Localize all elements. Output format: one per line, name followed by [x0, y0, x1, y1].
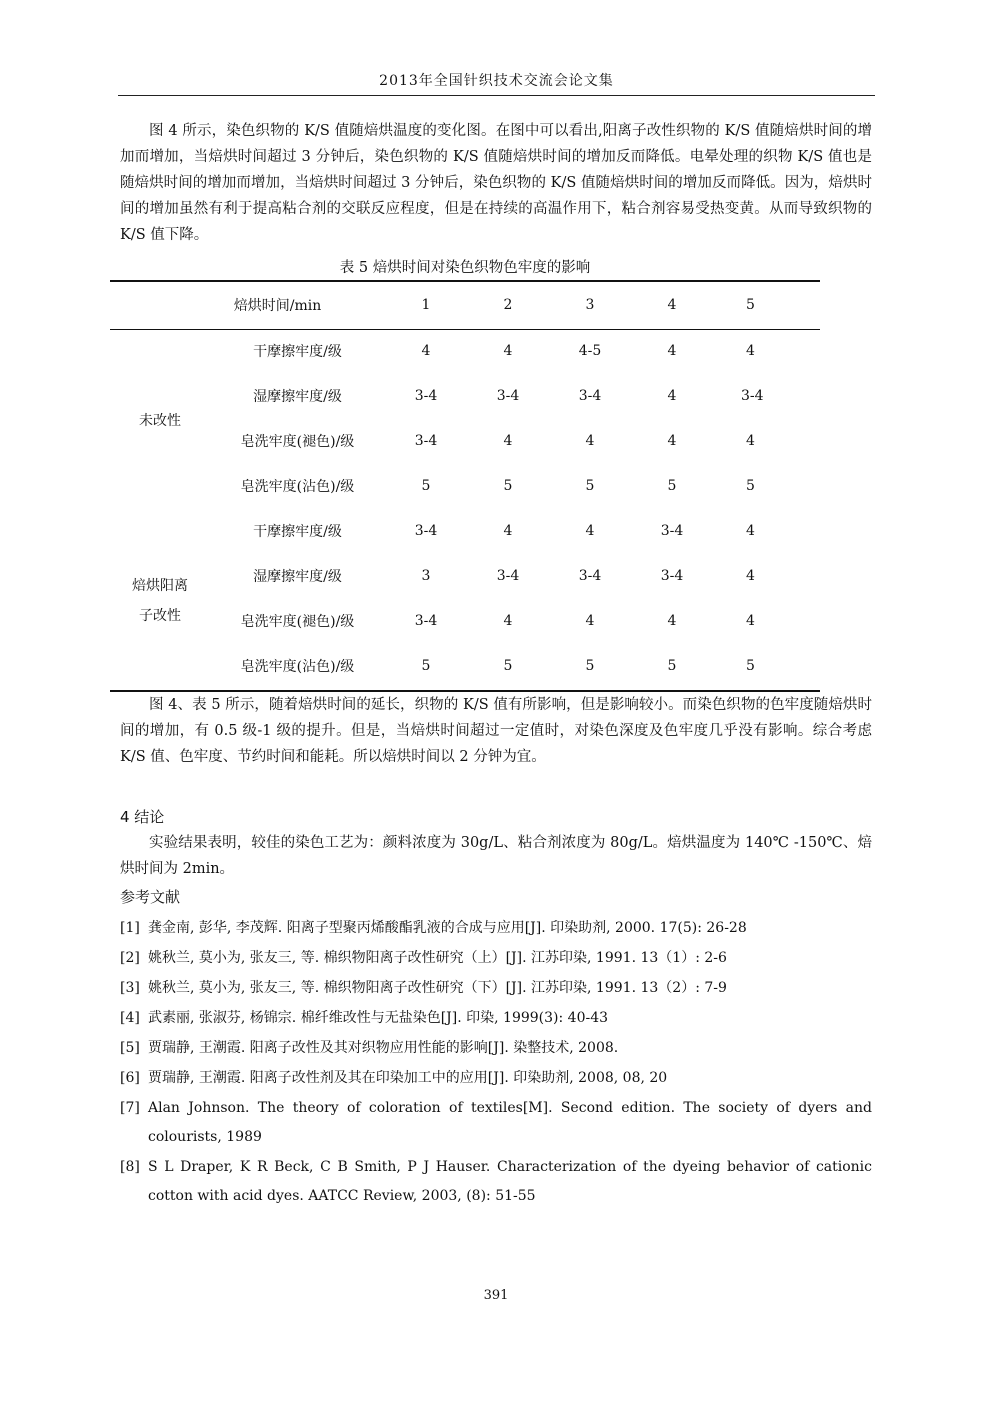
reference-number: [8]	[120, 1159, 140, 1175]
reference-list	[120, 914, 872, 1212]
reference-item	[120, 1094, 872, 1152]
reference-number: [6]	[120, 1070, 140, 1086]
cell: 4	[746, 432, 755, 449]
cell: 3-4	[414, 432, 438, 449]
cell: 4	[585, 612, 595, 629]
reference-text: S L Draper, K R Beck, C B Smith, P J Hauser. Characterization of the dyeing behavior of cationic cotton with acid dyes. AATCC Review, 2003, (8): 51-55	[148, 1159, 872, 1204]
reference-number: [2]	[120, 950, 140, 966]
table-row	[110, 418, 820, 463]
cell: 3-4	[414, 387, 438, 404]
group-label-unmodified: 未改性	[139, 413, 181, 429]
header-label-cell: 焙烘时间/min	[233, 297, 322, 314]
table-row	[110, 598, 820, 643]
reference-text: 姚秋兰, 莫小为, 张友三, 等. 棉织物阳离子改性研究（上）[J]. 江苏印染, 1991. 13（1）: 2-6	[148, 950, 727, 966]
running-header: 2013年全国针织技术交流会论文集	[379, 73, 614, 89]
reference-number: [3]	[120, 980, 140, 996]
reference-item	[120, 1064, 872, 1093]
cell: 3-4	[741, 387, 764, 404]
cell: 3-4	[496, 387, 520, 404]
cell: 4	[746, 522, 755, 539]
cell: 4	[585, 522, 595, 539]
cell: 4	[667, 342, 677, 359]
table-row	[110, 328, 820, 373]
group-label-line: 焙烘阳离	[132, 578, 188, 594]
col-header-2: 2	[503, 296, 513, 313]
cell: 3-4	[578, 567, 602, 584]
reference-text: 贾瑞静, 王潮霞. 阳离子改性剂及其在印染加工中的应用[J]. 印染助剂, 2008, 08, 20	[148, 1070, 668, 1086]
reference-item	[120, 1004, 872, 1033]
table-header-row	[110, 281, 820, 328]
table-row	[110, 508, 820, 553]
cell: 3-4	[660, 567, 684, 584]
cell: 4	[667, 612, 677, 629]
reference-number: [1]	[120, 920, 140, 936]
cell: 4	[746, 567, 755, 584]
reference-number: [4]	[120, 1010, 140, 1026]
col-header-3: 3	[585, 296, 595, 313]
group-label-line: 子改性	[139, 608, 181, 624]
cell: 4	[503, 522, 513, 539]
references-heading: 参考文献	[120, 888, 181, 906]
reference-item	[120, 914, 872, 943]
table-row	[110, 553, 820, 598]
cell: 5	[667, 477, 677, 494]
cell: 4	[667, 387, 677, 404]
row-label: 湿摩擦牢度/级	[253, 568, 342, 585]
row-label: 湿摩擦牢度/级	[253, 388, 342, 405]
cell: 5	[585, 477, 595, 494]
col-header-4: 4	[667, 296, 677, 313]
row-label: 皂洗牢度(沾色)/级	[240, 658, 355, 675]
cell: 5	[503, 477, 513, 494]
cell: 3-4	[414, 612, 438, 629]
conclusion-heading: 4 结论	[120, 808, 165, 826]
cell: 5	[667, 657, 677, 674]
header-rule	[118, 95, 875, 96]
discussion-paragraph: 图 4、表 5 所示，随着焙烘时间的延长，织物的 K/S 值有所影响，但是影响较小。而染色织物的色牢度随焙烘时间的增加，有 0.5 级-1 级的提升。但是，当焙烘时间超过一定值时，对染色深度及色牢度几乎没有影响。综合考虑 K/S 值、色牢度、节约时间和能耗。所以焙烘时间以 2 分钟为宜。	[120, 697, 872, 765]
page-number: 391	[483, 1288, 509, 1303]
table-row	[110, 463, 820, 508]
col-header-5: 5	[746, 296, 755, 313]
reference-text: 姚秋兰, 莫小为, 张友三, 等. 棉织物阳离子改性研究（下）[J]. 江苏印染, 1991. 13（2）: 7-9	[148, 980, 727, 996]
cell: 4	[503, 612, 513, 629]
row-label: 皂洗牢度(褪色)/级	[240, 613, 355, 630]
cell: 5	[503, 657, 513, 674]
row-label: 皂洗牢度(沾色)/级	[240, 478, 355, 495]
reference-text: 龚金南, 彭华, 李茂辉. 阳离子型聚丙烯酸酯乳液的合成与应用[J]. 印染助剂, 2000. 17(5): 26-28	[148, 920, 747, 936]
fastness-table	[110, 281, 820, 688]
cell: 3-4	[414, 522, 438, 539]
reference-item	[120, 1153, 872, 1211]
intro-paragraph: 图 4 所示，染色织物的 K/S 值随焙烘温度的变化图。在图中可以看出,阳离子改性织物的 K/S 值随焙烘时间的增加而增加，当焙烘时间超过 3 分钟后，染色织物的 K/S 值随焙烘时间的增加反而降低。电晕处理的织物 K/S 值也是随焙烘时间的增加而增加，当焙烘时间超过 3 分钟后，染色织物的 K/S 值随焙烘时间的增加反而降低。因为，焙烘时间的增加虽然有利于提高粘合剂的交联反应程度，但是在持续的高温作用下，粘合剂容易受热变黄。从而导致织物的 K/S 值下降。	[120, 123, 872, 243]
reference-number: [5]	[120, 1040, 140, 1056]
cell: 3-4	[660, 522, 684, 539]
table-row	[110, 643, 820, 688]
cell: 4	[746, 612, 755, 629]
cell: 4	[585, 432, 595, 449]
table-row	[110, 373, 820, 418]
cell: 4	[667, 432, 677, 449]
cell: 3-4	[578, 387, 602, 404]
table-caption: 表 5 焙烘时间对染色织物色牢度的影响	[339, 260, 591, 276]
cell: 5	[421, 477, 431, 494]
cell: 4	[503, 432, 513, 449]
cell: 4	[746, 342, 755, 359]
reference-item	[120, 1034, 872, 1063]
cell: 5	[746, 657, 755, 674]
reference-number: [7]	[120, 1100, 140, 1116]
reference-item	[120, 974, 872, 1003]
cell: 4	[421, 342, 431, 359]
group-label-cationic-modified	[110, 508, 210, 688]
row-label: 干摩擦牢度/级	[253, 343, 342, 360]
cell: 3	[421, 567, 431, 584]
cell: 5	[746, 477, 755, 494]
cell: 4	[503, 342, 513, 359]
cell: 5	[421, 657, 431, 674]
reference-item	[120, 944, 872, 973]
cell: 3-4	[496, 567, 520, 584]
cell: 5	[585, 657, 595, 674]
conclusion-paragraph: 实验结果表明，较佳的染色工艺为：颜料浓度为 30g/L、粘合剂浓度为 80g/L。焙烘温度为 140℃ -150℃、焙烘时间为 2min。	[120, 835, 872, 877]
reference-text: Alan Johnson. The theory of coloration of textiles[M]. Second edition. The society of dyers and colourists, 1989	[148, 1100, 872, 1145]
col-header-1: 1	[421, 296, 431, 313]
cell: 4-5	[578, 342, 602, 359]
row-label: 皂洗牢度(褪色)/级	[240, 433, 355, 450]
reference-text: 贾瑞静, 王潮霞. 阳离子改性及其对织物应用性能的影响[J]. 染整技术, 2008.	[148, 1040, 619, 1056]
row-label: 干摩擦牢度/级	[253, 523, 342, 540]
reference-text: 武素丽, 张淑芬, 杨锦宗. 棉纤维改性与无盐染色[J]. 印染, 1999(3): 40-43	[148, 1010, 609, 1026]
